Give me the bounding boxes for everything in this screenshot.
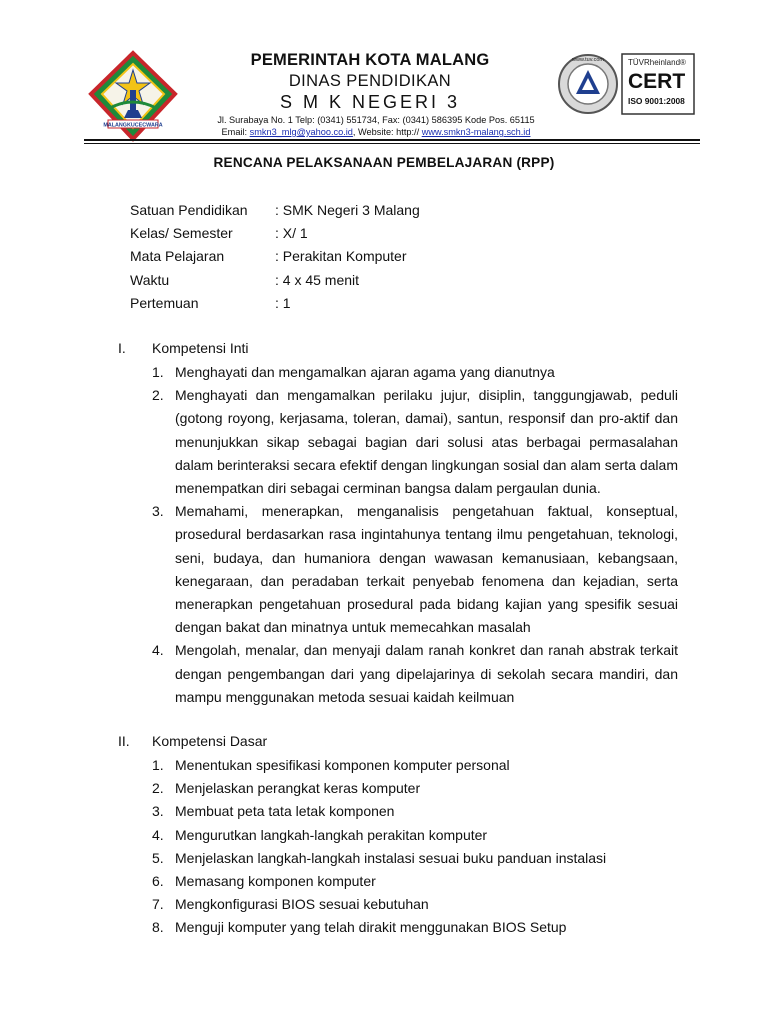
section-heading <box>118 338 678 361</box>
list-item <box>118 500 678 639</box>
item-number: 4. <box>152 826 164 843</box>
contact-line <box>190 126 562 138</box>
list-item <box>118 639 678 709</box>
competency-list <box>118 754 678 940</box>
identity-value: : 1 <box>275 294 291 311</box>
item-number: 8. <box>152 919 164 936</box>
section-kompetensi-inti <box>118 338 678 709</box>
item-text: Menjelaskan perangkat keras komputer <box>175 780 421 797</box>
identity-row <box>130 293 630 316</box>
item-text: Mengkonfigurasi BIOS sesuai kebutuhan <box>175 896 429 913</box>
list-item <box>118 916 678 939</box>
item-text: Memahami, menerapkan, menganalisis pengetahuan faktual, konseptual, prosedural berdasarkan rasa ingintahunya tentang ilmu pengetahuan, teknologi, seni, budaya, dan humaniora dengan wawasan kemanusiaan, kebangsaan, kenegaraan, dan peradaban terkait penyebab fenomena dan kejadian, serta menerapkan pengetahuan prosedural pada bidang kajian yang spesifik sesuai dengan bakat dan minatnya untuk memecahkan masalah <box>175 503 678 636</box>
identity-row <box>130 246 630 269</box>
list-item <box>118 847 678 870</box>
list-item <box>118 777 678 800</box>
letterhead-address <box>190 114 562 138</box>
email-label: Email: <box>221 127 248 137</box>
identity-row <box>130 223 630 246</box>
identity-value: : X/ 1 <box>275 225 308 242</box>
identity-value: : SMK Negeri 3 Malang <box>275 202 420 218</box>
item-text: Menguji komputer yang telah dirakit menggunakan BIOS Setup <box>175 919 567 936</box>
letterhead-divider-thick <box>84 139 700 141</box>
section-heading <box>118 731 678 754</box>
government-name: PEMERINTAH KOTA MALANG <box>250 51 490 69</box>
item-number: 3. <box>152 503 164 520</box>
list-item <box>118 893 678 916</box>
item-text: Menentukan spesifikasi komponen komputer personal <box>175 757 510 773</box>
section-number: I. <box>118 340 126 356</box>
item-number: 2. <box>152 387 164 404</box>
website-label: , Website: http:// <box>352 127 420 137</box>
department-name: DINAS PENDIDIKAN <box>288 72 452 90</box>
emblem-caption: MALANGKUCECWARA <box>103 122 163 129</box>
identity-label: Kelas/ Semester <box>130 225 233 242</box>
website-link[interactable]: www.smkn3-malang.sch.id <box>421 127 531 137</box>
identity-row <box>130 200 630 223</box>
list-item <box>118 361 678 384</box>
letterhead-divider-thin <box>84 143 700 144</box>
item-text: Menghayati dan mengamalkan perilaku jujur, disiplin, tanggungjawab, peduli (gotong royong, kerjasama, toleran, damai), santun, responsif dan pro-aktif dan menunjukkan sikap sebagai bagian dari solusi atas berbagai permasalahan dalam berinteraksi secara efektif dengan lingkungan sosial dan alam serta dalam menempatkan diri sebagai cerminan bangsa dalam pergaulan dunia. <box>175 387 678 497</box>
kota-malang-emblem-icon <box>86 50 180 144</box>
identity-label: Waktu <box>130 271 170 288</box>
list-item <box>118 384 678 500</box>
cert-standard: ISO 9001:2008 <box>628 96 685 106</box>
school-name: S M K NEGERI 3 <box>279 92 461 112</box>
identity-label: Pertemuan <box>130 294 199 311</box>
item-text: Menjelaskan langkah-langkah instalasi sesuai buku panduan instalasi <box>175 849 607 866</box>
item-number: 2. <box>152 780 164 797</box>
list-item <box>118 824 678 847</box>
item-text: Mengurutkan langkah-langkah perakitan komputer <box>175 826 488 843</box>
iso-certification-badge-icon <box>558 48 698 120</box>
item-text: Memasang komponen komputer <box>175 873 376 890</box>
item-number: 1. <box>152 757 164 773</box>
identity-label: Satuan Pendidikan <box>130 202 248 218</box>
list-item <box>118 754 678 777</box>
section-title: Kompetensi Inti <box>152 340 249 356</box>
identity-row <box>130 270 630 293</box>
list-item <box>118 870 678 893</box>
identity-label: Mata Pelajaran <box>130 248 225 265</box>
item-number: 4. <box>152 642 164 659</box>
item-number: 3. <box>152 803 164 820</box>
list-item <box>118 800 678 823</box>
item-number: 1. <box>152 364 164 380</box>
item-text: Membuat peta tata letak komponen <box>175 803 395 820</box>
item-number: 5. <box>152 849 164 866</box>
email-link[interactable]: smkn3_mlg@yahoo.co.id <box>249 127 353 137</box>
competency-list <box>118 361 678 709</box>
cert-brand: TÜVRheinland® <box>628 58 686 67</box>
item-number: 7. <box>152 896 164 913</box>
item-number: 6. <box>152 873 164 890</box>
identity-table <box>130 200 630 316</box>
identity-value: : 4 x 45 menit <box>275 271 360 288</box>
address-line: Jl. Surabaya No. 1 Telp: (0341) 551734, Fax: (0341) 586395 Kode Pos. 65115 <box>217 115 535 125</box>
cert-title: CERT <box>628 70 686 93</box>
section-title: Kompetensi Dasar <box>152 733 268 749</box>
section-kompetensi-dasar <box>118 731 678 940</box>
identity-value: : Perakitan Komputer <box>275 248 407 265</box>
document-title: RENCANA PELAKSANAAN PEMBELAJARAN (RPP) <box>213 155 555 170</box>
seal-text: www.tuv.com <box>572 57 604 63</box>
letterhead-text <box>190 50 550 113</box>
item-text: Menghayati dan mengamalkan ajaran agama yang dianutnya <box>175 364 555 380</box>
item-text: Mengolah, menalar, dan menyaji dalam ranah konkret dan ranah abstrak terkait dengan pengembangan dari yang dipelajarinya di sekolah secara mandiri, dan mampu menggunakan metoda sesuai kaidah keilmuan <box>175 642 678 705</box>
section-number: II. <box>118 733 130 749</box>
